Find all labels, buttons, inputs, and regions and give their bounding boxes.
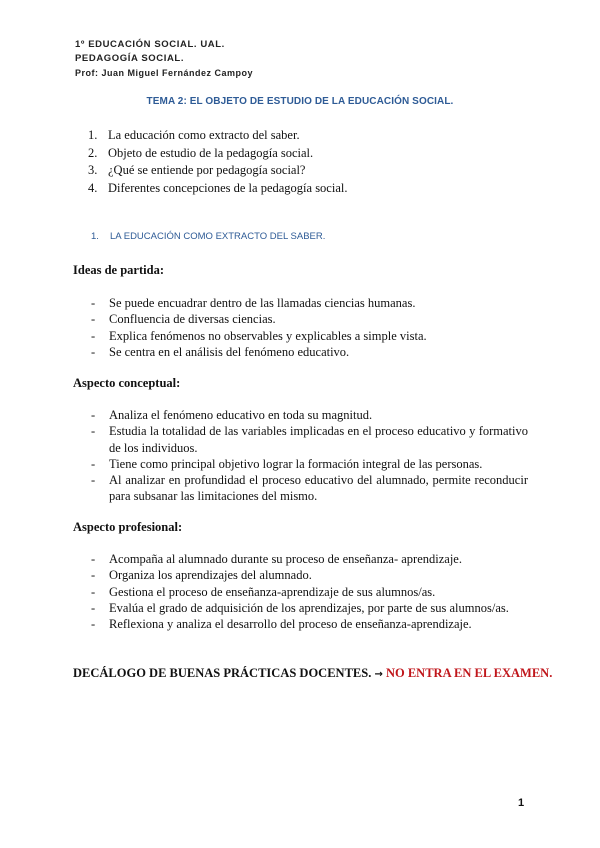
list-item: - Evalúa el grado de adquisición de los aprendizajes, por parte de sus alumnos/as.	[91, 600, 509, 615]
decalogo-note	[73, 666, 552, 681]
list-item: - Acompaña al alumnado durante su proceso de enseñanza- aprendizaje.	[91, 552, 462, 566]
page-number: 1	[518, 797, 525, 809]
arrow-right-icon: →	[374, 669, 383, 680]
list-item: - Organiza los aprendizajes del alumnado.	[91, 568, 312, 583]
document-header	[75, 38, 253, 80]
toc-item	[88, 127, 347, 145]
toc-text: La educación como extracto del saber.	[108, 128, 300, 142]
toc-number: 2.	[88, 145, 98, 160]
decalogo-title: DECÁLOGO DE BUENAS PRÁCTICAS DOCENTES.	[73, 666, 372, 680]
document-title: TEMA 2: EL OBJETO DE ESTUDIO DE LA EDUCACIÓN SOCIAL.	[146, 96, 454, 107]
header-professor: Prof: Juan Miguel Fernández Campoy	[75, 68, 254, 78]
list-item: - Estudia la totalidad de las variables implicadas en el proceso educativo y formativo de los individuos.	[91, 424, 528, 455]
toc-text: ¿Qué se entiende por pedagogía social?	[108, 163, 306, 177]
conceptual-list	[91, 407, 528, 505]
section-title: LA EDUCACIÓN COMO EXTRACTO DEL SABER.	[110, 231, 326, 242]
list-item: - Se puede encuadrar dentro de las llamadas ciencias humanas.	[91, 296, 416, 310]
ideas-heading: Ideas de partida:	[73, 263, 164, 277]
list-item: - Tiene como principal objetivo lograr la formación integral de las personas.	[91, 456, 483, 471]
section-number: 1.	[91, 231, 99, 242]
header-subject: PEDAGOGÍA SOCIAL.	[75, 53, 185, 64]
exam-exclusion-note: NO ENTRA EN EL EXAMEN.	[385, 666, 553, 680]
toc-number: 3.	[88, 163, 98, 177]
table-of-contents	[88, 127, 347, 197]
section-heading	[91, 231, 325, 242]
profesional-list	[91, 551, 528, 632]
conceptual-heading: Aspecto conceptual:	[73, 376, 181, 390]
list-item: - Gestiona el proceso de enseñanza-aprendizaje de sus alumnos/as.	[91, 584, 436, 599]
toc-text: Diferentes concepciones de la pedagogía social.	[108, 180, 348, 195]
list-item: - Explica fenómenos no observables y explicables a simple vista.	[91, 328, 427, 343]
header-course: 1º EDUCACIÓN SOCIAL. UAL.	[75, 39, 225, 50]
toc-item	[88, 162, 347, 180]
toc-text: Objeto de estudio de la pedagogía social.	[108, 145, 314, 160]
list-item: - Se centra en el análisis del fenómeno educativo.	[91, 344, 350, 359]
list-item: - Al analizar en profundidad el proceso educativo del alumnado, permite reconducir para subsanar las limitaciones del mismo.	[91, 473, 528, 504]
toc-item	[88, 145, 347, 163]
list-item: - Reflexiona y analiza el desarrollo del proceso de enseñanza-aprendizaje.	[91, 617, 472, 632]
list-item: - Confluencia de diversas ciencias.	[91, 312, 276, 327]
profesional-heading: Aspecto profesional:	[73, 520, 183, 534]
toc-number: 4.	[88, 180, 98, 195]
toc-number: 1.	[88, 128, 98, 142]
ideas-list	[91, 295, 528, 360]
toc-item	[88, 180, 347, 198]
list-item: - Analiza el fenómeno educativo en toda su magnitud.	[91, 408, 373, 422]
